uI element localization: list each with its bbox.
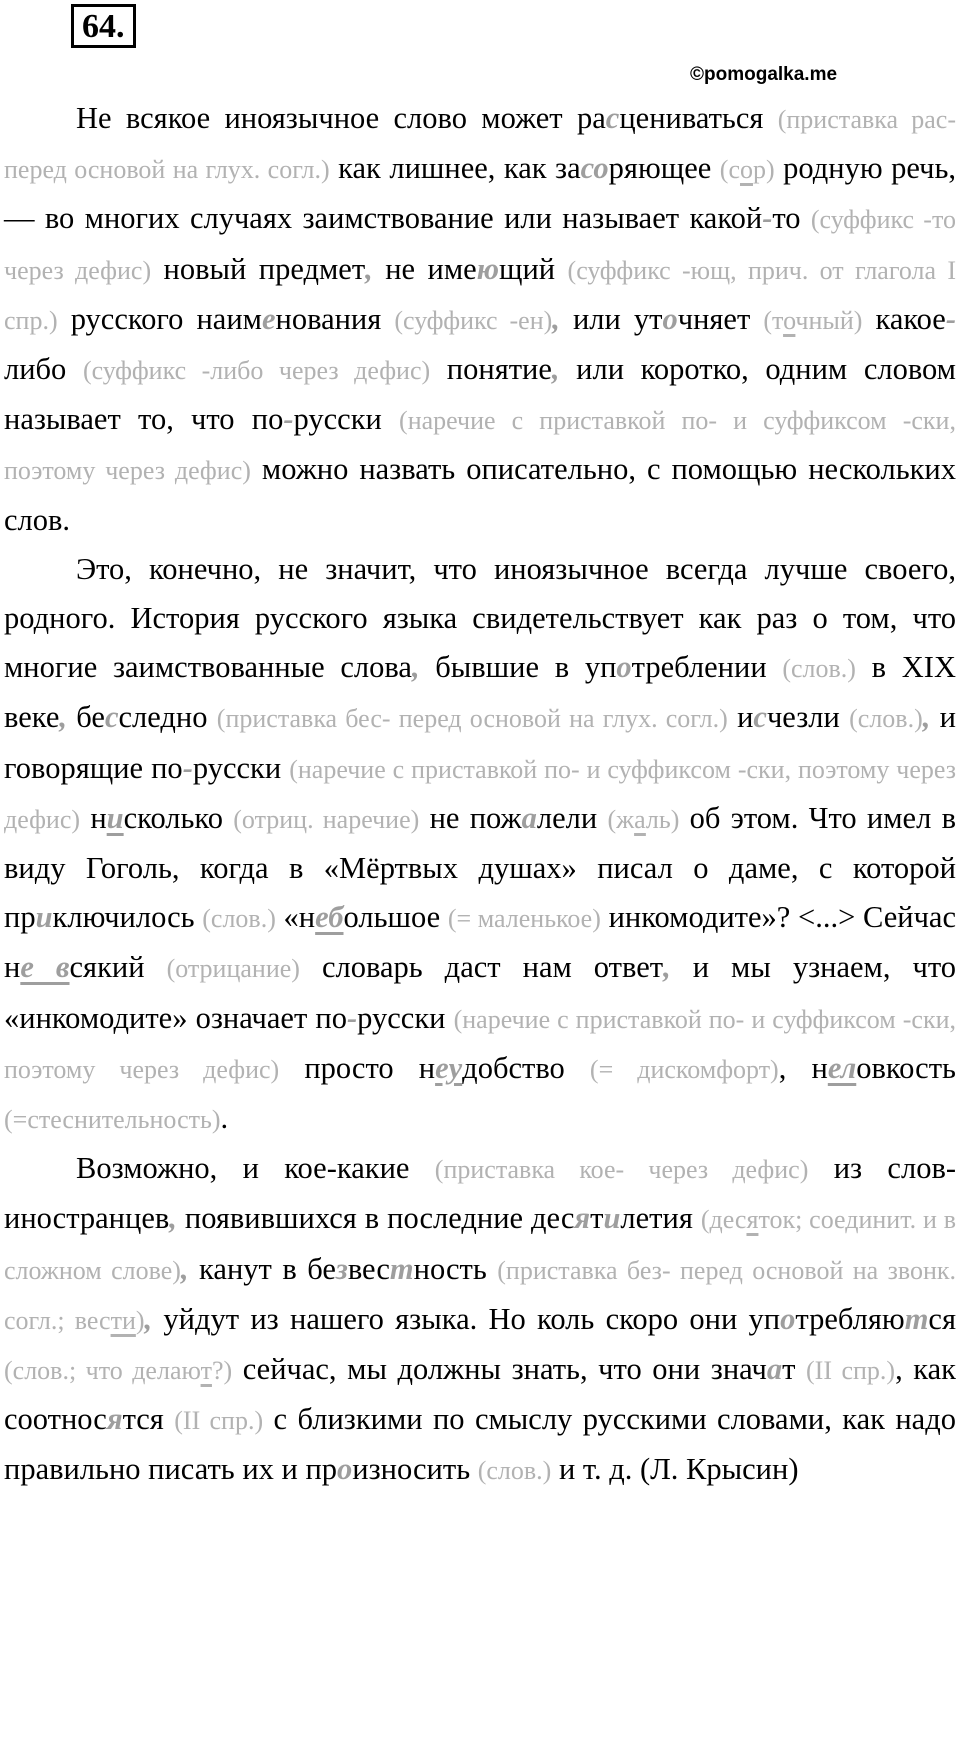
highlighted-letter: с: [580, 151, 594, 186]
text-run: лели: [536, 800, 608, 835]
highlighted-letter-underlined: и: [106, 800, 124, 835]
text-run: , н: [778, 1050, 828, 1085]
highlighted-letter: о: [593, 151, 609, 186]
text-run: добство: [462, 1050, 590, 1085]
text-run: русского наим: [57, 301, 262, 336]
highlighted-letter: ,: [365, 251, 373, 286]
text-run: можно назвать описательно, с помощью нескольких слов.: [4, 452, 956, 537]
grammar-note: (с: [719, 155, 740, 185]
text-run: «н: [275, 900, 316, 935]
highlighted-letter: -: [283, 402, 294, 437]
text-run: ряющее: [608, 151, 720, 186]
highlighted-letter: ,: [551, 352, 560, 387]
text-run: и говорящие по: [4, 700, 956, 785]
highlighted-letter: ,: [180, 1251, 189, 1286]
text-run: как лишнее, как за: [329, 151, 581, 186]
highlighted-letter: о: [337, 1452, 353, 1487]
grammar-note: (II спр.): [806, 1356, 896, 1386]
highlighted-letter: ,: [552, 301, 560, 336]
grammar-note: (= дискомфорт): [589, 1054, 779, 1084]
text-run: Возможно, и кое-какие: [76, 1151, 435, 1186]
text-run: либо: [4, 352, 83, 387]
grammar-note: (суффикс -ен): [394, 305, 553, 335]
text-run: летия: [620, 1201, 701, 1236]
text-run: чезли: [766, 700, 850, 735]
text-run: новый предмет: [151, 251, 366, 286]
text-run: ольшое: [343, 900, 448, 935]
text-run: какое: [862, 301, 946, 336]
text-run: родную речь, — во многих случаях заимствование или называет какой: [4, 151, 957, 236]
text-run: или ут: [559, 301, 663, 336]
highlighted-letter: ,: [59, 700, 67, 735]
text-run: просто н: [279, 1050, 436, 1085]
text-run: т: [590, 1201, 604, 1236]
highlighted-letter: с: [753, 700, 767, 735]
highlighted-letter: -: [346, 1000, 358, 1035]
text-run: требляю: [795, 1301, 905, 1336]
grammar-note: (суффикс -то через дефис): [4, 205, 956, 285]
text-run: ность: [413, 1251, 498, 1286]
text-run: т: [782, 1352, 806, 1387]
highlighted-letter: ю: [476, 251, 499, 286]
grammar-note-underlined: о: [739, 155, 753, 185]
text-run: сколько: [123, 800, 234, 835]
text-run: с близкими по смыслу русскими словами, как надо правильно писать их и пр: [4, 1402, 956, 1487]
text-run: ся: [928, 1301, 956, 1336]
highlighted-letter: а: [521, 800, 537, 835]
grammar-note: (т: [763, 305, 784, 335]
highlighted-letter: е: [261, 301, 276, 336]
text-run: сейчас, мы должны знать, что они знач: [232, 1352, 767, 1387]
highlighted-letter: я: [574, 1201, 591, 1236]
grammar-note: (приставка кое- через дефис): [434, 1155, 809, 1185]
highlighted-letter: о: [662, 301, 678, 336]
grammar-note: (слов.; что делаю: [4, 1356, 201, 1386]
grammar-note: чный): [795, 305, 863, 335]
text-run: цениваться: [619, 101, 778, 135]
text-body: [4, 94, 956, 1496]
text-run: уйдут из нашего языка. Но коль скоро они уп: [152, 1301, 781, 1336]
highlighted-letter-underlined: еб: [315, 900, 344, 935]
text-run: и: [727, 700, 754, 735]
highlighted-letter: ,: [663, 950, 671, 985]
text-run: , как соотнос: [4, 1352, 956, 1437]
text-run: бывшие в уп: [419, 650, 617, 685]
highlighted-letter: з: [335, 1251, 348, 1286]
text-run: щий: [498, 251, 568, 286]
highlighted-letter: и: [35, 900, 53, 935]
highlighted-letter: а: [766, 1352, 783, 1387]
text-run: канут в бе: [188, 1251, 336, 1286]
grammar-note: (слов.): [849, 704, 923, 734]
grammar-note: (наречие с приставкой по- и суффиксом -ски, поэтому через дефис): [4, 754, 957, 834]
text-run: появившихся в последние дес: [176, 1201, 575, 1236]
grammar-note: (приставка рас- перед основой на глух. согл.): [4, 105, 956, 185]
text-run: .: [220, 1101, 229, 1136]
text-run: треблении: [631, 650, 783, 685]
paragraph-3: [4, 1144, 956, 1495]
text-run: Это, конечно, не значит, что иноязычное всегда лучше своего, родного. История русского языка свидетельствует как раз о том, что многие заимствованные слова: [4, 551, 956, 685]
grammar-note: (слов.): [202, 904, 276, 934]
grammar-note: (ж: [607, 804, 635, 834]
grammar-note: (отрицание): [166, 954, 300, 984]
grammar-note: (суффикс -либо через дефис): [82, 356, 431, 386]
highlighted-letter: с: [104, 700, 119, 735]
grammar-note: ): [135, 1305, 145, 1335]
grammar-note: ?): [211, 1356, 233, 1386]
text-run: н: [80, 800, 107, 835]
highlighted-letter: ,: [169, 1201, 177, 1236]
grammar-note: (суффикс -ющ, прич. от глагола I спр.): [4, 255, 956, 335]
grammar-note: (приставка без- перед основой на звонк. согл.; вес: [4, 1255, 956, 1335]
text-run: ключилось: [52, 900, 203, 935]
grammar-note-underlined: а: [634, 804, 646, 834]
watermark: ©pomogalka.me: [690, 64, 838, 85]
grammar-note: (II спр.): [174, 1406, 264, 1436]
highlighted-letter: с: [605, 101, 620, 135]
highlighted-letter: т: [904, 1301, 929, 1336]
grammar-note: (отриц. наречие): [233, 804, 420, 834]
highlighted-letter: ,: [922, 700, 931, 735]
highlighted-letter: -: [762, 201, 773, 236]
text-run: нования: [275, 301, 395, 336]
grammar-note-underlined: ти: [110, 1305, 136, 1335]
grammar-note: (приставка бес- перед основой на глух. согл.): [216, 704, 728, 734]
text-run: сякий: [69, 950, 167, 985]
grammar-note: р): [752, 155, 775, 185]
text-run: инкомодите»? <...> Сейчас н: [4, 900, 957, 985]
text-run: вес: [347, 1251, 390, 1286]
text-run: из слов-иностранцев: [4, 1151, 956, 1236]
text-run: и т. д. (Л. Крысин): [551, 1452, 799, 1487]
highlighted-letter: -: [182, 750, 193, 785]
task-number: 64.: [71, 4, 136, 48]
highlighted-letter: и: [603, 1201, 621, 1236]
text-run: русски: [192, 750, 290, 785]
text-run: износить: [352, 1452, 478, 1487]
highlighted-letter-underlined: е в: [20, 950, 70, 985]
grammar-note: (дес: [700, 1205, 747, 1235]
text-run: не пож: [419, 800, 522, 835]
text-run: следно: [118, 700, 217, 735]
text-run: русски: [357, 1000, 454, 1035]
text-run: в XIX веке: [4, 650, 956, 735]
highlighted-letter-underlined: еу: [435, 1050, 463, 1085]
paragraph-1: [4, 94, 956, 545]
text-run: и мы узнаем, что «инкомодите» означает по: [4, 950, 956, 1035]
grammar-note: ток; соединит. и в сложном слове): [4, 1205, 957, 1285]
highlighted-letter-underlined: ел: [827, 1050, 857, 1085]
highlighted-letter: ,: [411, 650, 420, 685]
highlighted-letter: ,: [144, 1301, 153, 1336]
text-run: бе: [66, 700, 105, 735]
text-run: чняет: [677, 301, 764, 336]
grammar-note-underlined: о: [783, 305, 796, 335]
grammar-note: (слов.): [477, 1456, 552, 1486]
highlighted-letter: о: [780, 1301, 796, 1336]
text-run: русски: [293, 402, 400, 437]
text-run: то: [772, 201, 811, 236]
grammar-note: (=стеснительность): [4, 1105, 221, 1135]
highlighted-letter: -: [945, 301, 956, 336]
text-run: тся: [122, 1402, 175, 1437]
grammar-note-underlined: т: [200, 1356, 212, 1386]
text-run: Не всякое иноязычное слово может ра: [76, 101, 606, 135]
paragraph-2: [4, 545, 956, 1144]
text-run: понятие: [430, 352, 552, 387]
grammar-note: ль): [645, 804, 680, 834]
highlighted-letter: т: [389, 1251, 414, 1286]
grammar-note: (наречие с приставкой по- и суффиксом -ски, поэтому через дефис): [4, 1004, 956, 1084]
grammar-note-underlined: я: [746, 1205, 759, 1235]
text-run: об этом. Что имел в виду Гоголь, когда в «Мёртвых душах» писал о даме, с которой пр: [4, 800, 956, 935]
text-run: или коротко, одним словом называет то, что по: [4, 352, 956, 437]
text-run: не име: [372, 251, 477, 286]
highlighted-letter: о: [616, 650, 632, 685]
grammar-note: (наречие с приставкой по- и суффиксом -ски, поэтому через дефис): [4, 406, 956, 486]
highlighted-letter: я: [106, 1402, 123, 1437]
text-run: овкость: [856, 1050, 956, 1085]
grammar-note: (= маленькое): [447, 904, 601, 934]
text-run: словарь даст нам ответ: [299, 950, 664, 985]
grammar-note: (слов.): [782, 654, 856, 684]
